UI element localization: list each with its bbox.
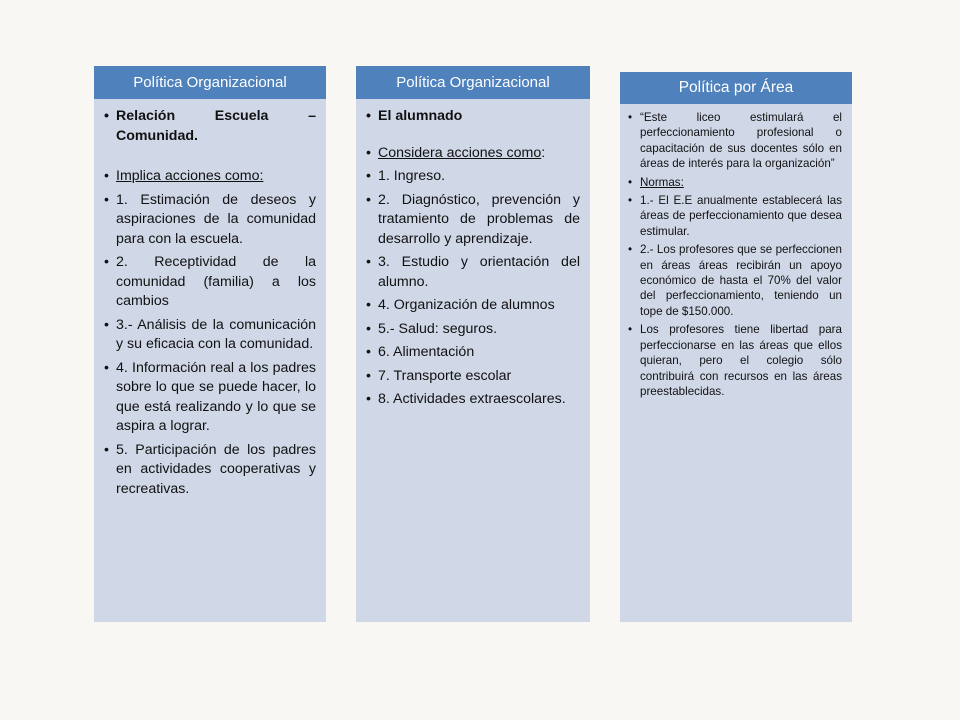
list-item: • 4. Organización de alumnos (366, 296, 580, 316)
column-body (356, 99, 590, 622)
column-header: Política por Área (620, 72, 852, 104)
bullet-list (94, 99, 326, 499)
list-item: • 3. Estudio y orientación del alumno. (366, 253, 580, 292)
column-area-policy (620, 72, 852, 622)
column-organizational-policy-community (94, 66, 326, 622)
list-item: • 6. Alimentación (366, 343, 580, 363)
list-item: • 2. Diagnóstico, prevención y tratamiento de problemas de desarrollo y aprendizaje. (366, 191, 580, 250)
list-item: • 1. Estimación de deseos y aspiraciones de la comunidad para con la escuela. (104, 191, 316, 250)
column-header: Política Organizacional (356, 66, 590, 99)
list-item: • 1. Ingreso. (366, 167, 580, 187)
list-item: • Los profesores tiene libertad para perfeccionarse en las áreas que ellos quieran, pero el colegio sólo contribuirá con recursos en las áreas preestablecidas. (628, 322, 842, 399)
column-organizational-policy-students (356, 66, 590, 622)
list-item: • 7. Transporte escolar (366, 367, 580, 387)
list-item: • 3.- Análisis de la comunicación y su eficacia con la comunidad. (104, 316, 316, 355)
list-item (628, 175, 842, 190)
list-item (366, 144, 580, 164)
list-item: • El alumnado (366, 107, 580, 127)
list-item-underlined-text: Implica acciones como: (116, 168, 264, 184)
list-item: • Relación Escuela – Comunidad. (104, 107, 316, 146)
bullet-list (620, 104, 852, 399)
column-header: Política Organizacional (94, 66, 326, 99)
list-item: • 4. Información real a los padres sobre lo que se puede hacer, lo que está realizando y lo que se aspira a lograr. (104, 359, 316, 437)
list-item: • 8. Actividades extraescolares. (366, 390, 580, 410)
list-item: • 5. Participación de los padres en actividades cooperativas y recreativas. (104, 441, 316, 500)
column-body (94, 99, 326, 622)
list-item: • 2. Receptividad de la comunidad (familia) a los cambios (104, 253, 316, 312)
column-body (620, 104, 852, 622)
list-item: • 2.- Los profesores que se perfeccionen en áreas áreas recibirán un apoyo económico de hasta el 70% del valor del perfeccionamiento, teniendo un tope de $150.000. (628, 242, 842, 319)
list-item-underlined-text: Normas: (640, 175, 684, 189)
list-item: • 1.- El E.E anualmente establecerá las áreas de perfeccionamiento que desea estimular. (628, 193, 842, 239)
list-item: • 5.- Salud: seguros. (366, 320, 580, 340)
bullet-list (356, 99, 590, 410)
list-item (104, 167, 316, 187)
list-item: • “Este liceo estimulará el perfeccionamiento profesional o capacitación de sus docentes sólo en áreas de interés para la organización” (628, 110, 842, 172)
list-item-colon: : (541, 144, 546, 161)
list-item-underlined-text: Considera acciones como (378, 144, 542, 161)
